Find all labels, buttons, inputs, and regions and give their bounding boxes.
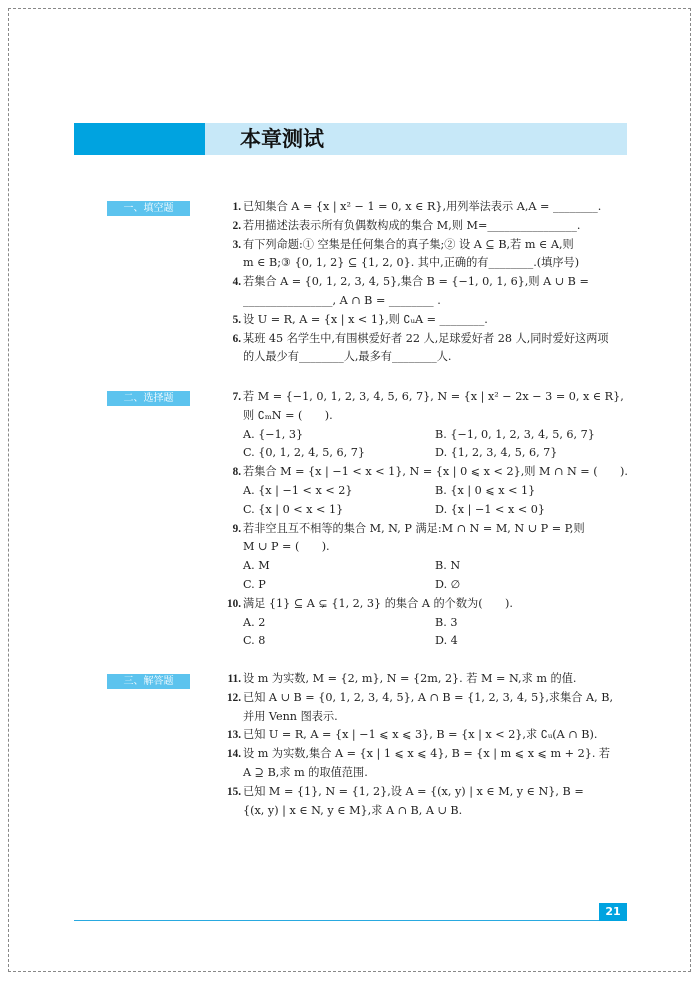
question-number: 4. bbox=[232, 276, 241, 289]
options bbox=[243, 482, 632, 520]
question bbox=[222, 236, 632, 274]
option: C. P bbox=[243, 577, 266, 591]
question bbox=[222, 726, 632, 745]
question-text: 的人最少有________人,最多有________人. bbox=[243, 350, 452, 364]
question-text: m ∈ B;③ {0, 1, 2} ⊆ {1, 2, 0}. 其中,正确的有________.(填序号) bbox=[243, 256, 580, 270]
question-text: ________________, A ∩ B = ________ . bbox=[243, 293, 441, 307]
question-text: 设 m 为实数, M = {2, m}, N = {2m, 2}. 若 M = N,求 m 的值. bbox=[243, 672, 577, 685]
question-text: 若 M = {−1, 0, 1, 2, 3, 4, 5, 6, 7}, N = {x | x² − 2x − 3 = 0, x ∈ R}, bbox=[243, 390, 624, 403]
question-number: 6. bbox=[232, 332, 241, 345]
options bbox=[243, 557, 632, 595]
question-number: 10. bbox=[227, 597, 241, 610]
section-label-answer: 三、解答题 bbox=[107, 674, 190, 689]
question-number: 12. bbox=[227, 691, 241, 704]
question-text: 有下列命题:① 空集是任何集合的真子集;② 设 A ⊆ B,若 m ∈ A,则 bbox=[243, 237, 574, 251]
question bbox=[222, 520, 632, 595]
question bbox=[222, 273, 632, 311]
question bbox=[222, 311, 632, 330]
section-multiple-choice bbox=[222, 388, 632, 651]
question-text: 则 ∁ₘN = ( ). bbox=[243, 408, 333, 422]
question-number: 11. bbox=[227, 673, 241, 685]
question-number: 5. bbox=[232, 313, 241, 326]
question-number: 15. bbox=[227, 785, 241, 798]
question-text: 满足 {1} ⊆ A ⊊ {1, 2, 3} 的集合 A 的个数为( ). bbox=[243, 596, 513, 610]
question-number: 7. bbox=[232, 391, 241, 403]
section-label-multiple-choice: 二、选择题 bbox=[107, 391, 190, 406]
question-text: 并用 Venn 图表示. bbox=[243, 709, 338, 723]
question-number: 14. bbox=[227, 748, 241, 761]
header-accent-block bbox=[74, 123, 205, 155]
question-number: 3. bbox=[232, 238, 241, 251]
question bbox=[222, 463, 632, 519]
option: C. 8 bbox=[243, 634, 266, 648]
question-text: {(x, y) | x ∈ N, y ∈ M},求 A ∩ B, A ∪ B. bbox=[243, 803, 463, 817]
option: B. N bbox=[435, 559, 461, 573]
question bbox=[222, 330, 632, 368]
question-text: 设 m 为实数,集合 A = {x | 1 ⩽ x ⩽ 4}, B = {x | m ⩽ x ⩽ m + 2}. 若 bbox=[243, 747, 611, 761]
question-number: 8. bbox=[232, 466, 241, 479]
option: D. {x | −1 < x < 0} bbox=[435, 502, 546, 516]
section-label-fill-blank: 一、填空题 bbox=[107, 201, 190, 216]
question bbox=[222, 198, 632, 217]
page-number: 21 bbox=[599, 903, 627, 921]
question-text: A ⊇ B,求 m 的取值范围. bbox=[243, 765, 368, 779]
question-text: 若集合 M = {x | −1 < x < 1}, N = {x | 0 ⩽ x < 2},则 M ∩ N = ( ). bbox=[243, 465, 628, 479]
question-number: 13. bbox=[227, 729, 241, 742]
question bbox=[222, 595, 632, 651]
page-title: 本章测试 bbox=[240, 127, 324, 151]
question-text: 已知 U = R, A = {x | −1 ⩽ x ⩽ 3}, B = {x | x < 2},求 ∁ᵤ(A ∩ B). bbox=[243, 728, 598, 742]
question bbox=[222, 388, 632, 463]
option: B. 3 bbox=[435, 615, 458, 629]
option: D. {1, 2, 3, 4, 5, 6, 7} bbox=[435, 446, 558, 460]
option: A. M bbox=[243, 559, 270, 573]
question-text: 已知集合 A = {x | x² − 1 = 0, x ∈ R},用列举法表示 A,A = ________. bbox=[243, 200, 602, 213]
question-text: 若集合 A = {0, 1, 2, 3, 4, 5},集合 B = {−1, 0, 1, 6},则 A ∪ B = bbox=[243, 275, 589, 289]
question bbox=[222, 217, 632, 236]
option: B. {−1, 0, 1, 2, 3, 4, 5, 6, 7} bbox=[435, 427, 595, 441]
question-text: 已知 A ∪ B = {0, 1, 2, 3, 4, 5}, A ∩ B = {1, 2, 3, 4, 5},求集合 A, B, bbox=[243, 690, 614, 704]
option: D. 4 bbox=[435, 634, 458, 648]
question-text: 某班 45 名学生中,有围棋爱好者 22 人,足球爱好者 28 人,同时爱好这两项 bbox=[243, 331, 609, 345]
option: D. ∅ bbox=[435, 577, 461, 591]
question-number: 2. bbox=[232, 219, 241, 232]
question bbox=[222, 670, 632, 689]
question-number: 1. bbox=[232, 201, 241, 213]
question bbox=[222, 783, 632, 821]
option: B. {x | 0 ⩽ x < 1} bbox=[435, 483, 536, 497]
question bbox=[222, 745, 632, 783]
options bbox=[243, 426, 632, 464]
section-answer bbox=[222, 670, 632, 820]
question bbox=[222, 689, 632, 727]
question-text: M ∪ P = ( ). bbox=[243, 540, 330, 554]
option: A. {−1, 3} bbox=[243, 427, 304, 441]
section-fill-blank bbox=[222, 198, 632, 367]
option: A. {x | −1 < x < 2} bbox=[243, 483, 353, 497]
option: C. {0, 1, 2, 4, 5, 6, 7} bbox=[243, 446, 366, 460]
question-number: 9. bbox=[232, 522, 241, 535]
footer-line bbox=[74, 920, 599, 921]
question-text: 已知 M = {1}, N = {1, 2},设 A = {(x, y) | x ∈ M, y ∈ N}, B = bbox=[243, 784, 584, 798]
option: C. {x | 0 < x < 1} bbox=[243, 502, 344, 516]
question-text: 设 U = R, A = {x | x < 1},则 ∁ᵤA = ________. bbox=[243, 312, 488, 326]
question-text: 若非空且互不相等的集合 M, N, P 满足:M ∩ N = M, N ∪ P = P,则 bbox=[243, 521, 585, 535]
question-text: 若用描述法表示所有负偶数构成的集合 M,则 M=________________. bbox=[243, 218, 581, 232]
option: A. 2 bbox=[243, 615, 266, 629]
options bbox=[243, 614, 632, 652]
